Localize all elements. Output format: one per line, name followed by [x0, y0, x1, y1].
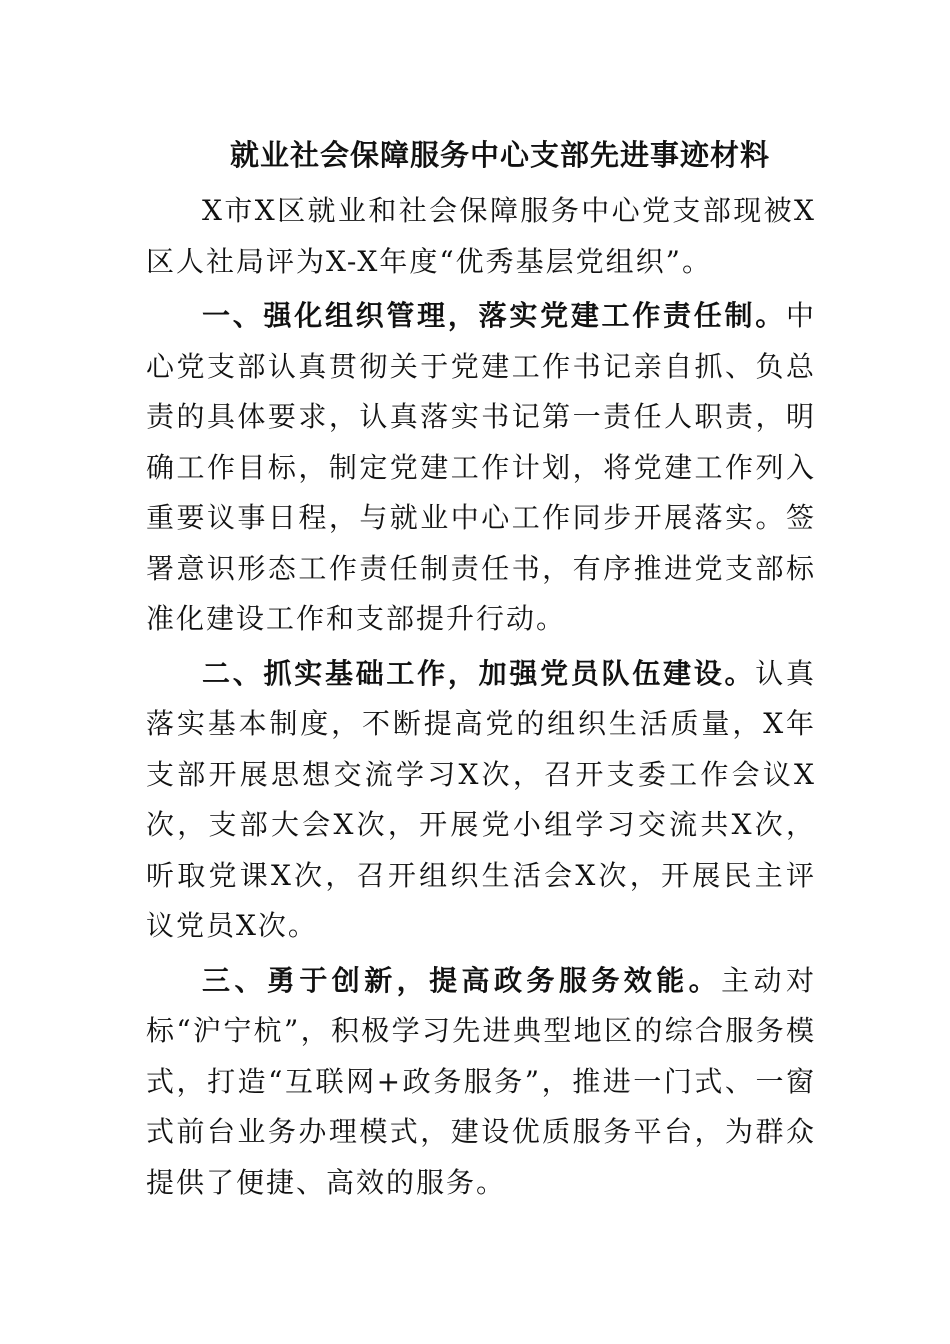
section-heading-2: 二、抓实基础工作，加强党员队伍建设。 — [202, 656, 756, 690]
section-heading-3: 三、勇于创新，提高政务服务效能。 — [202, 963, 722, 997]
section-body-2: 认真落实基本制度，不断提高党的组织生活质量，X年支部开展思想交流学习X次，召开支委工作会议X次，支部大会X次，开展党小组学习交流共X次，听取党课X次，召开组织生活会X次，开展民主评议党员X次。 — [146, 656, 816, 942]
section-paragraph-3 — [146, 956, 816, 1209]
document-body — [146, 186, 816, 1212]
section-heading-1: 一、强化组织管理，落实党建工作责任制。 — [202, 299, 786, 332]
section-body-3: 主动对标“沪宁杭”，积极学习先进典型地区的综合服务模式，打造“互联网+政务服务”，推进一门式、一窗式前台业务办理模式，建设优质服务平台，为群众提供了便捷、高效的服务。 — [146, 963, 816, 1199]
intro-paragraph: X市X区就业和社会保障服务中心党支部现被X区人社局评为X-X年度“优秀基层党组织”。 — [146, 194, 816, 278]
section-paragraph-2 — [146, 649, 816, 952]
document-title: 就业社会保障服务中心支部先进事迹材料 — [229, 138, 770, 172]
section-paragraph-1 — [146, 291, 816, 645]
section-body-1: 中心党支部认真贯彻关于党建工作书记亲自抓、负总责的具体要求，认真落实书记第一责任人职责，明确工作目标，制定党建工作计划，将党建工作列入重要议事日程，与就业中心工作同步开展落实。签署意识形态工作责任制责任书，有序推进党支部标准化建设工作和支部提升行动。 — [146, 299, 816, 635]
